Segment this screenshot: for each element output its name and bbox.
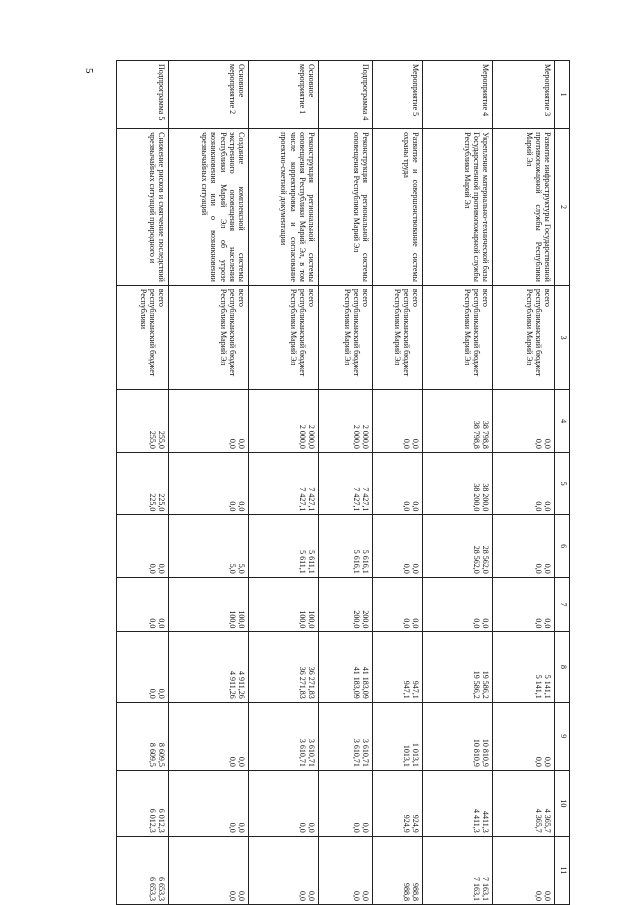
amount-cell: 100,0 100,0 [249, 577, 319, 632]
table-row [493, 61, 555, 905]
column-header: 5 [555, 452, 570, 514]
amount-cell: 4 911,26 4 911,26 [169, 632, 249, 702]
program-name-cell: Реконструкция региональной системы оповещения Республики Марий Эл, в том числе корректировка и согласование проектно-сметной документации [249, 129, 319, 286]
amount-cell: 0,0 0,0 [117, 632, 169, 702]
amount-cell: 0,0 0,0 [493, 515, 555, 577]
amount-cell: 100,0 100,0 [169, 577, 249, 632]
table-row [423, 61, 493, 905]
funding-source-cell: всего республиканский бюджет Республики Марий Эл [423, 285, 493, 390]
rotated-table-sheet [120, 60, 570, 905]
program-code-cell: Мероприятие 5 [373, 61, 423, 129]
column-number-row [555, 61, 570, 905]
program-name-cell: Развитие инфраструктуры Государственной противопожарной службы Республики Марий Эл [493, 129, 555, 286]
amount-cell: 0,0 0,0 [169, 770, 249, 836]
amount-cell: 0,0 0,0 [169, 452, 249, 514]
amount-cell: 6 012,3 6 012,3 [117, 770, 169, 836]
funding-source-cell: всего республиканский бюджет Республики Марий Эл [249, 285, 319, 390]
amount-cell: 0,0 0,0 [117, 515, 169, 577]
amount-cell: 0,0 0,0 [373, 390, 423, 452]
amount-cell: 0,0 0,0 [493, 702, 555, 770]
funding-source-cell: всего республиканский бюджет Республики Марий Эл [493, 285, 555, 390]
funding-source-cell: всего республиканский бюджет Республики Марий Эл [373, 285, 423, 390]
column-header: 2 [555, 129, 570, 286]
amount-cell: 36 271,83 36 271,83 [249, 632, 319, 702]
amount-cell: 0,0 0,0 [493, 577, 555, 632]
program-name-cell: Реконструкция региональной системы оповещения Республики Марий Эл [319, 129, 373, 286]
amount-cell: 41 183,09 41 183,09 [319, 632, 373, 702]
program-code-cell: Основное мероприятие 2 [169, 61, 249, 129]
amount-cell: 10 810,9 10 810,9 [423, 702, 493, 770]
amount-cell: 4 365,7 4 365,7 [493, 770, 555, 836]
amount-cell: 1 013,1 1013,1 [373, 702, 423, 770]
amount-cell: 7 163,1 7 163,1 [423, 836, 493, 904]
amount-cell: 0,0 0,0 [373, 577, 423, 632]
column-header: 3 [555, 285, 570, 390]
program-code-cell: Основное мероприятие 1 [249, 61, 319, 129]
column-header: 7 [555, 577, 570, 632]
amount-cell: 0,0 0,0 [423, 577, 493, 632]
amount-cell: 8 609,5 8 609,5 [117, 702, 169, 770]
table-row [249, 61, 319, 905]
amount-cell: 0,0 0,0 [493, 390, 555, 452]
program-code-cell: Подпрограмма 5 [117, 61, 169, 129]
column-header: 10 [555, 770, 570, 836]
page-number: 5 [83, 68, 95, 74]
amount-cell: 0,0 0,0 [249, 770, 319, 836]
table-row [373, 61, 423, 905]
column-header: 8 [555, 632, 570, 702]
program-code-cell: Мероприятие 4 [423, 61, 493, 129]
table-row [319, 61, 373, 905]
amount-cell: 38 200,0 38 200,0 [423, 452, 493, 514]
amount-cell: 0,0 0,0 [117, 577, 169, 632]
amount-cell: 7 427,1 7 427,1 [249, 452, 319, 514]
amount-cell: 0,0 0,0 [169, 702, 249, 770]
amount-cell: 225,0 225,0 [117, 452, 169, 514]
amount-cell: 0,0 0,0 [493, 836, 555, 904]
column-header: 1 [555, 61, 570, 129]
amount-cell: 28 562,0 28 562,0 [423, 515, 493, 577]
program-name-cell: Создание комплексной системы экстренного оповещения населения Республики Марий Эл об угрозе возникновения или о возникновении чрезвычайных ситуаций [169, 129, 249, 286]
amount-cell: 5 616,1 5 616,1 [319, 515, 373, 577]
table-row [169, 61, 249, 905]
amount-cell: 988,8 988,8 [373, 836, 423, 904]
amount-cell: 6 653,3 6 653,3 [117, 836, 169, 904]
amount-cell: 255,0 255,0 [117, 390, 169, 452]
amount-cell: 0,0 0,0 [249, 836, 319, 904]
funding-source-cell: всего республиканский бюджет Республики Марий Эл [169, 285, 249, 390]
amount-cell: 5 141,1 5 141,1 [493, 632, 555, 702]
amount-cell: 947,1 947,1 [373, 632, 423, 702]
amount-cell: 19 586,2 19 586,2 [423, 632, 493, 702]
amount-cell: 200,0 200,0 [319, 577, 373, 632]
column-header: 9 [555, 702, 570, 770]
program-name-cell: Развитие и совершенствование системы охраны труда [373, 129, 423, 286]
column-header: 4 [555, 390, 570, 452]
funding-source-cell: всего республиканский бюджет Республики Марий Эл [319, 285, 373, 390]
amount-cell: 0,0 0,0 [319, 836, 373, 904]
amount-cell: 4411,3 4 411,3 [423, 770, 493, 836]
amount-cell: 0,0 0,0 [169, 836, 249, 904]
amount-cell: 7 427,1 7 427,1 [319, 452, 373, 514]
program-name-cell: Снижение рисков и смягчение последствий чрезвычайных ситуаций природного и [117, 129, 169, 286]
amount-cell: 0,0 0,0 [493, 452, 555, 514]
funding-source-cell: всего республиканский бюджет Республики [117, 285, 169, 390]
amount-cell: 2 000,0 2 000,0 [319, 390, 373, 452]
amount-cell: 924,9 924,9 [373, 770, 423, 836]
amount-cell: 0,0 0,0 [319, 770, 373, 836]
amount-cell: 0,0 0,0 [373, 515, 423, 577]
program-name-cell: Укрепление материально-технической базы Государственной противопожарной службы Республики Марий Эл [423, 129, 493, 286]
amount-cell: 3 610,71 3 610,71 [249, 702, 319, 770]
amount-cell: 2 000,0 2 000,0 [249, 390, 319, 452]
financing-table [116, 60, 570, 905]
amount-cell: 5 611,1 5 611,1 [249, 515, 319, 577]
amount-cell: 0,0 0,0 [373, 452, 423, 514]
column-header: 11 [555, 836, 570, 904]
table-row [117, 61, 169, 905]
amount-cell: 5,0 5,0 [169, 515, 249, 577]
amount-cell: 3 610,71 3 610,71 [319, 702, 373, 770]
program-code-cell: Подпрограмма 4 [319, 61, 373, 129]
amount-cell: 38 798,8 38 798,8 [423, 390, 493, 452]
program-code-cell: Мероприятие 3 [493, 61, 555, 129]
column-header: 6 [555, 515, 570, 577]
amount-cell: 0,0 0,0 [169, 390, 249, 452]
